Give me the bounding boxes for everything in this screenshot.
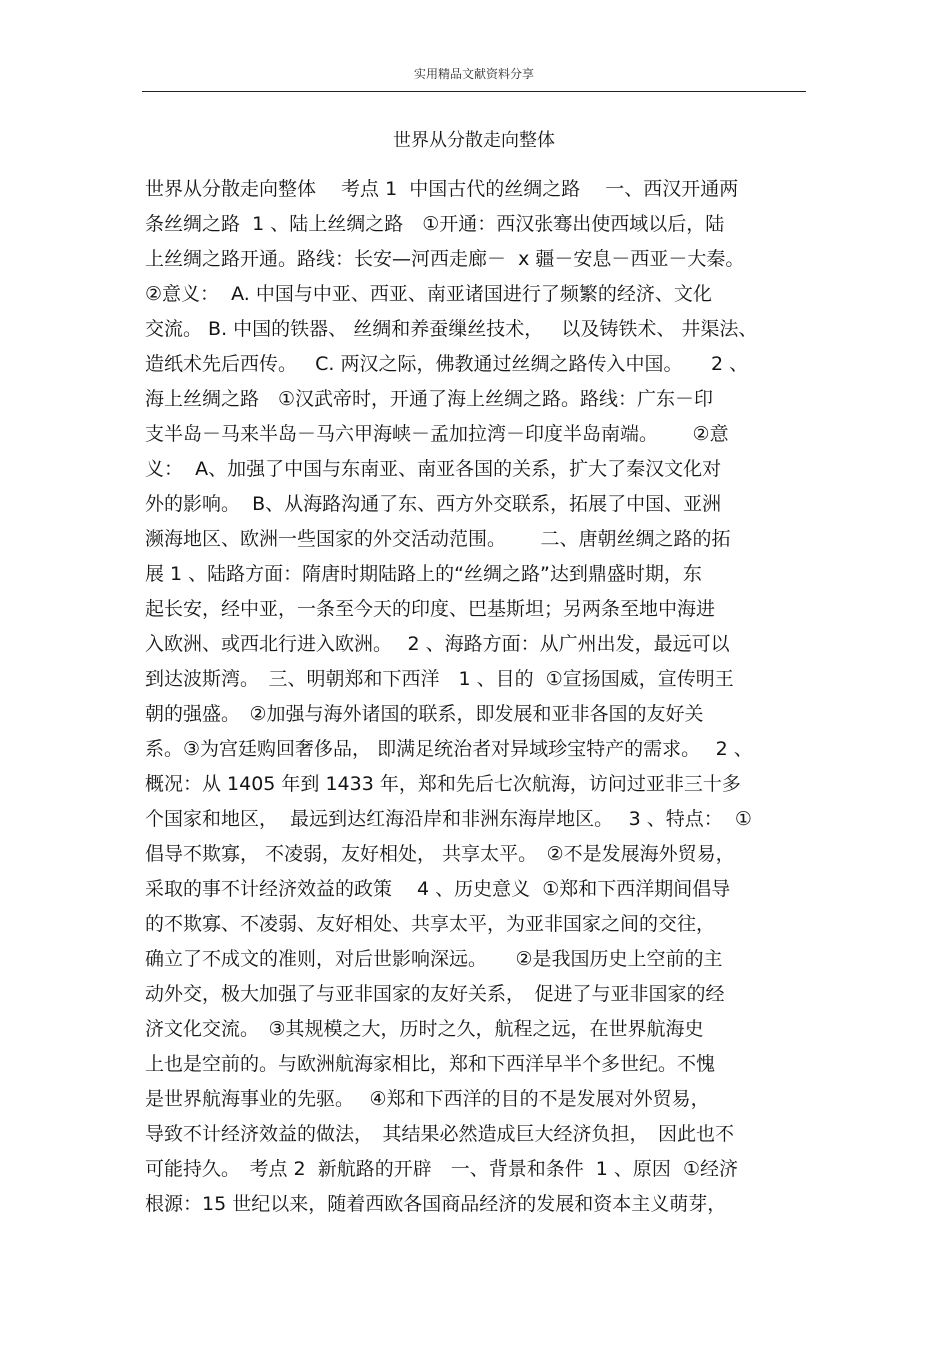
text-line: 起长安，经中亚，一条至今天的印度、巴基斯坦；另两条至地中海进 [145, 598, 716, 620]
text-line: 根源：15 世纪以来，随着西欧各国商品经济的发展和资本主义萌芽， [145, 1193, 727, 1215]
text-line: 到达波斯湾。 三、明朝郑和下西洋 1 、目的 ①宣扬国威，宣传明王 [145, 668, 734, 690]
text-line: 世界从分散走向整体 考点 1 中国古代的丝绸之路 一、西汉开通两 [145, 178, 739, 200]
text-line: 交流。 B. 中国的铁器、 丝绸和养蚕缫丝技术， 以及铸铁术、 井渠法、 [145, 318, 758, 340]
text-line: 海上丝绸之路 ①汉武帝时，开通了海上丝绸之路。路线：广东－印 [145, 388, 714, 410]
text-line: 系。③为宫廷购回奢侈品， 即满足统治者对异域珍宝特产的需求。 2 、 [145, 738, 753, 760]
body-text [145, 172, 815, 1222]
text-line: 可能持久。 考点 2 新航路的开辟 一、背景和条件 1 、原因 ①经济 [145, 1158, 739, 1180]
text-line: 义： A、加强了中国与东南亚、南亚各国的关系，扩大了秦汉文化对 [145, 458, 722, 480]
text-line: 上丝绸之路开通。路线：长安—河西走廊－ x 疆－安息－西亚－大秦。 [145, 248, 745, 270]
text-line: 确立了不成文的准则，对后世影响深远。 ②是我国历史上空前的主 [145, 948, 723, 970]
text-line: 动外交，极大加强了与亚非国家的友好关系， 促进了与亚非国家的经 [145, 983, 725, 1005]
text-line: 濒海地区、欧洲一些国家的外交活动范围。 二、唐朝丝绸之路的拓 [145, 528, 731, 550]
text-line: 是世界航海事业的先驱。 ④郑和下西洋的目的不是发展对外贸易， [145, 1088, 710, 1110]
document-title: 世界从分散走向整体 [393, 130, 555, 151]
text-line: 支半岛－马来半岛－马六甲海峡－孟加拉湾－印度半岛南端。 ②意 [145, 423, 729, 445]
running-header: 实用精品文献资料分享 [413, 67, 534, 81]
text-line: 采取的事不计经济效益的政策 4 、历史意义 ①郑和下西洋期间倡导 [145, 878, 731, 900]
header-divider [142, 91, 806, 92]
text-line: 朝的强盛。 ②加强与海外诸国的联系，即发展和亚非各国的友好关 [145, 703, 704, 725]
text-line: 造纸术先后西传。 C. 两汉之际，佛教通过丝绸之路传入中国。 2 、 [145, 353, 749, 375]
text-line: 概况：从 1405 年到 1433 年，郑和先后七次航海，访问过亚非三十多 [145, 773, 741, 795]
text-line: 展 1 、陆路方面：隋唐时期陆路上的“丝绸之路”达到鼎盛时期，东 [145, 563, 702, 585]
text-line: 的不欺寡、不凌弱、友好相处、共享太平，为亚非国家之间的交往， [145, 913, 716, 935]
text-line: 导致不计经济效益的做法， 其结果必然造成巨大经济负担， 因此也不 [145, 1123, 735, 1145]
text-line: 上也是空前的。与欧洲航海家相比，郑和下西洋早半个多世纪。不愧 [145, 1053, 716, 1075]
text-line: 个国家和地区， 最远到达红海沿岸和非洲东海岸地区。 3 、特点： ① [145, 808, 752, 830]
text-line: 外的影响。 B、从海路沟通了东、西方外交联系，拓展了中国、亚洲 [145, 493, 722, 515]
text-line: ②意义： A. 中国与中亚、西亚、南亚诸国进行了频繁的经济、文化 [145, 283, 712, 305]
text-line: 入欧洲、或西北行进入欧洲。 2 、海路方面：从广州出发，最远可以 [145, 633, 730, 655]
text-line: 条丝绸之路 1 、陆上丝绸之路 ①开通：西汉张骞出使西域以后，陆 [145, 213, 725, 235]
text-line: 倡导不欺寡， 不凌弱，友好相处， 共享太平。 ②不是发展海外贸易， [145, 843, 735, 865]
text-line: 济文化交流。 ③其规模之大，历时之久，航程之远，在世界航海史 [145, 1018, 704, 1040]
